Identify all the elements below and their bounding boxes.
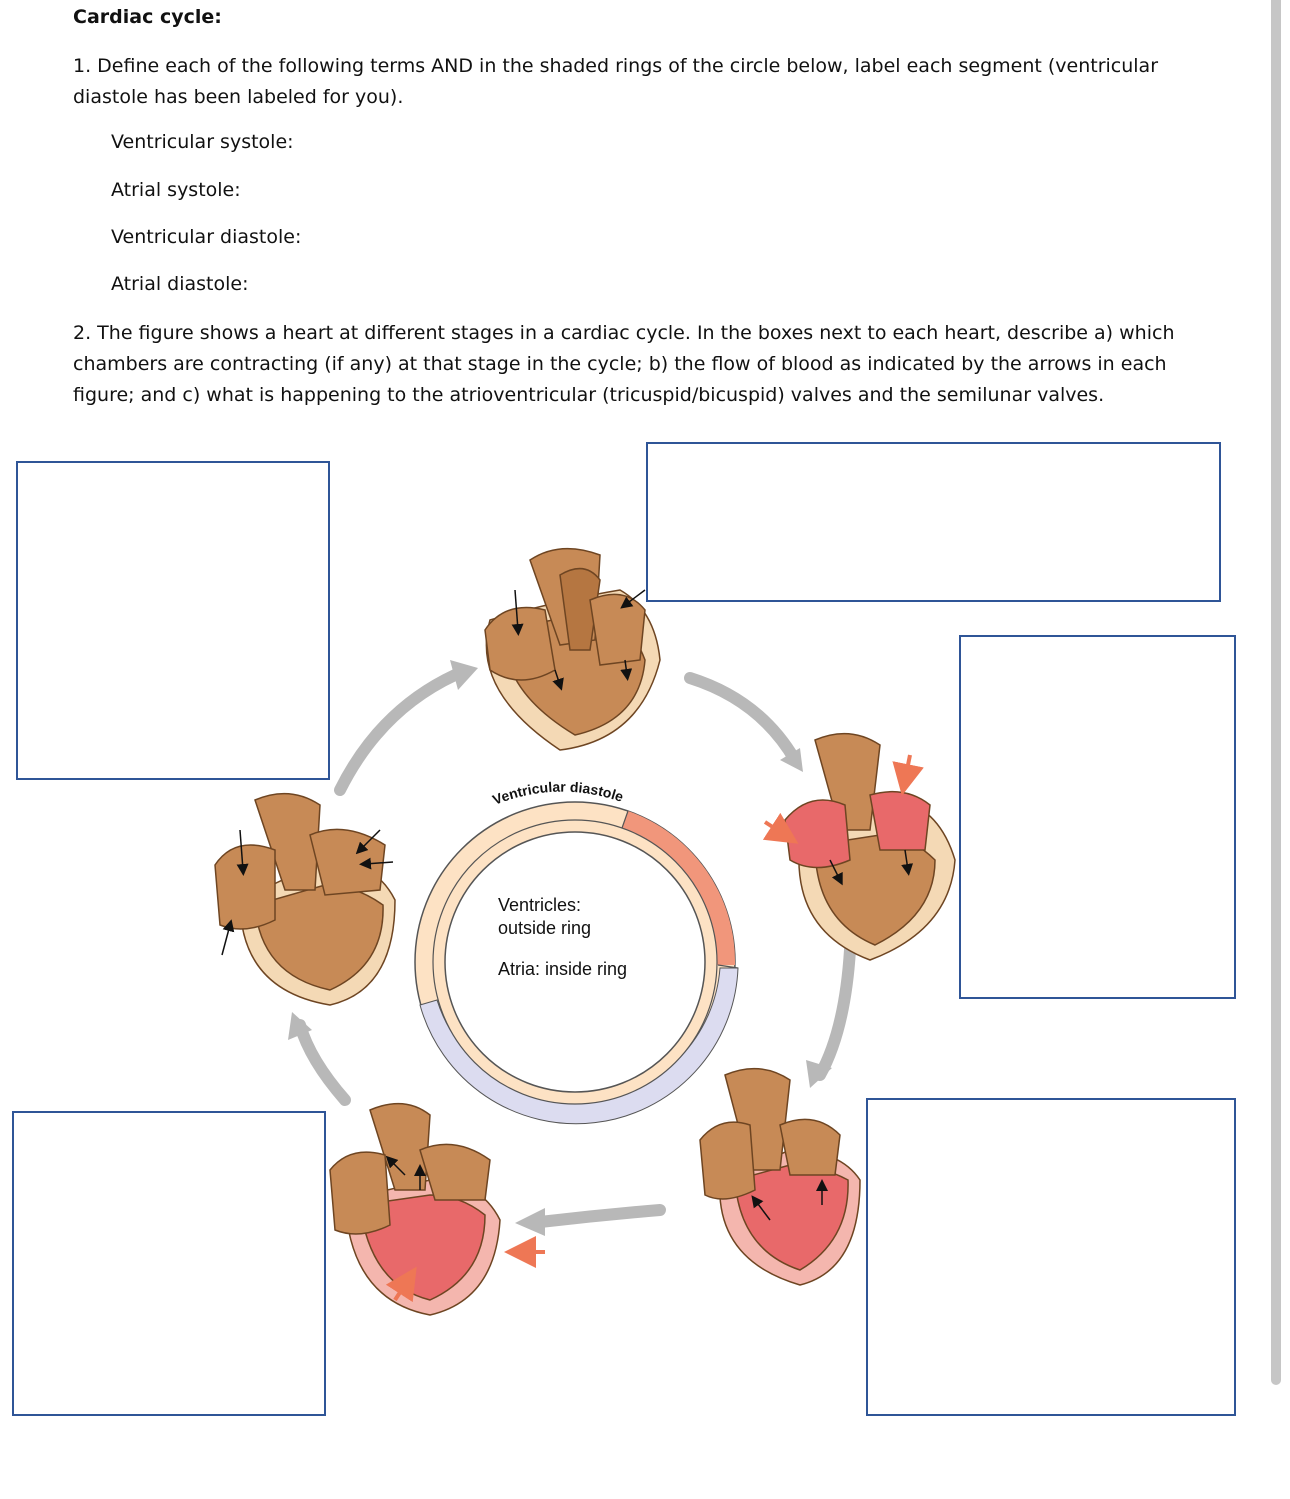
term-ventricular-diastole: Ventricular diastole: (111, 226, 302, 248)
worksheet-heading: Cardiac cycle: (73, 6, 222, 28)
term-ventricular-systole: Ventricular systole: (111, 131, 294, 153)
heart-top (485, 549, 660, 750)
center-label-ventricles: Ventricles: (498, 895, 582, 915)
heart-bottom-right (700, 1069, 860, 1285)
answer-box-left-upper[interactable] (16, 461, 330, 780)
cycle-arrow-top-right (690, 678, 795, 760)
center-label-outside: outside ring (498, 918, 592, 938)
ring-title: Ventricular diastole (490, 778, 626, 808)
answer-box-bottom-right[interactable] (866, 1098, 1236, 1416)
cycle-arrow-bottom (540, 1210, 660, 1222)
cycle-arrow-right (820, 950, 850, 1075)
answer-box-left-lower[interactable] (12, 1111, 326, 1416)
question-1-text: 1. Define each of the following terms AND in the shaded rings of the circle below, label each segment (ventricular diastole has been labeled for you). (73, 55, 1159, 108)
cycle-arrow-left (300, 1025, 345, 1100)
heart-right (765, 734, 955, 960)
cycle-arrow-top-left (340, 675, 455, 790)
term-atrial-systole: Atrial systole: (111, 179, 241, 201)
arrowhead-bottom (515, 1208, 545, 1236)
answer-box-top-right[interactable] (646, 442, 1221, 602)
question-2-text: 2. The figure shows a heart at different stages in a cardiac cycle. In the boxes next to each heart, describe a) which chambers are contracting (if any) at that stage in the cycle; b) the flow of blood as indicated by the arrows in each figure; and c) what is happening to the atrioventricular (tricuspid/bicuspid) valves and the semilunar valves. (73, 322, 1175, 406)
heart-left (215, 794, 395, 1005)
heart-bottom-left (330, 1104, 545, 1315)
center-label-atria: Atria: inside ring (498, 959, 628, 979)
term-atrial-diastole: Atrial diastole: (111, 273, 249, 295)
answer-box-right[interactable] (959, 635, 1236, 999)
arrowhead-top-left (450, 660, 478, 690)
vertical-scrollbar[interactable] (1271, 0, 1281, 1385)
